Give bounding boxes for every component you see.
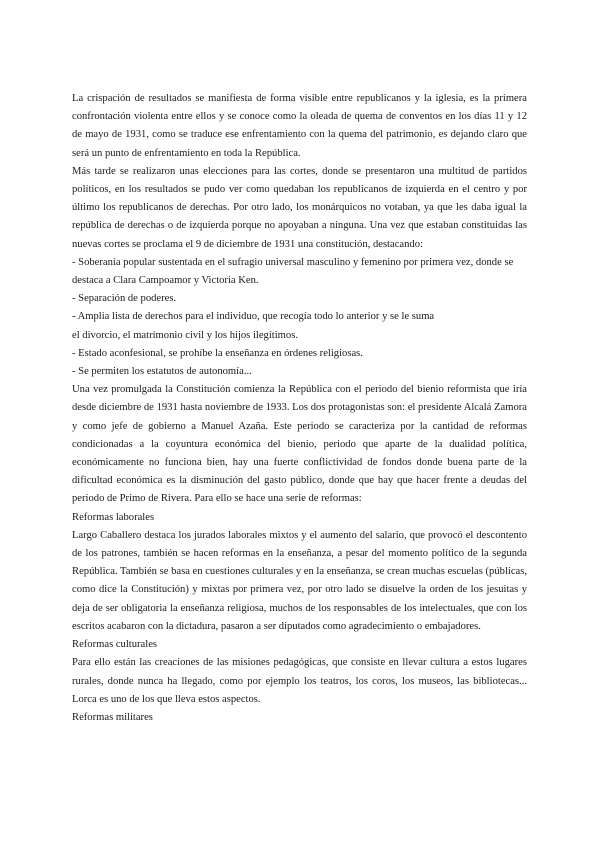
- list-item-rights-continued: el divorcio, el matrimonio civil y los hijos ilegítimos.: [72, 329, 298, 341]
- list-item-autonomy: - Se permiten los estatutos de autonomía...: [72, 366, 252, 378]
- paragraph-cultural-reforms: Para ello están las creaciones de las misiones pedagógicas, que consiste en llevar cultura a estos lugares rurales, donde nunca ha llegado, como por ejemplo los teatros, los coros, los museos, las bibliotecas... Lorca es uno de los que lleva estos aspectos.: [72, 657, 527, 705]
- paragraph-reformist-biennium: Una vez promulgada la Constitución comienza la República con el periodo del bienio reformista que iría desde diciembre de 1931 hasta noviembre de 1933. Los dos protagonistas son: el presidente Alcalá Zamora y como jefe de gobierno a Manuel Azaña. Este periodo se caracteriza por la cantidad de reformas condicionadas a la coyuntura económica del bienio, periodo que aparte de la dualidad política, económicamente no funciona bien, hay una fuerte conflictividad de fondos donde buena parte de la dificultad económica es la disminución del gasto público, donde que hay que hacer frente a deudas del periodo de Primo de Rivera. Para ello se hace una serie de reformas:: [72, 384, 527, 505]
- list-item-sovereignty: - Soberanía popular sustentada en el sufragio universal masculino y femenino por primera vez, donde se destaca a Clara Campoamor y Victoria Ken.: [72, 256, 514, 287]
- paragraph-labor-reforms: Largo Caballero destaca los jurados laborales mixtos y el aumento del salario, que provocó el descontento de los patrones, también se hacen reformas en la enseñanza, a pesar del momento político de la segunda República. También se basa en cuestiones culturales y en la enseñanza, se crean muchas escuelas (públicas, como dice la Constitución) y mixtas por primera vez, por otro lado se disuelve la orden de los jesuitas y deja de ser obligatoria la enseñanza religiosa, muchos de los responsables de los intelectuales, que con los escritos acabaron con la dictadura, pasaron a ser diputados como agradecimiento o embajadores.: [72, 529, 528, 632]
- list-item-aconfessional: - Estado aconfesional, se prohíbe la enseñanza en órdenes religiosas.: [72, 347, 363, 359]
- paragraph-church-conflict: La crispación de resultados se manifiesta de forma visible entre republicanos y la iglesia, es la primera confrontación violenta entre ellos y se conoce como la oleada de quema de conventos en los días 11 y 12 de mayo de 1931, como se traduce ese enfrentamiento con la quema del patrimonio, es dejando claro que será un punto de enfrentamiento en toda la República.: [72, 93, 527, 159]
- heading-military-reforms: Reformas militares: [72, 711, 153, 723]
- heading-cultural-reforms: Reformas culturales: [72, 639, 158, 651]
- list-item-separation: - Separación de poderes.: [72, 293, 177, 305]
- paragraph-elections: Más tarde se realizaron unas elecciones para las cortes, donde se presentaron una multitud de partidos políticos, en los resultados se pudo ver como quedaban los republicanos de izquierda en el centro y por último los republicanos de derechas. Por otro lado, los monárquicos no votaban, ya que les daba igual la república de derechas o de izquierda porque no apoyaban a ninguna. Una vez que estaban constituidas las nuevas cortes se proclama el 9 de diciembre de 1931 una constitución, destacando:: [72, 165, 527, 250]
- document-body: [72, 90, 527, 727]
- heading-labor-reforms: Reformas laborales: [72, 511, 155, 523]
- list-item-rights: - Amplia lista de derechos para el individuo, que recogía todo lo anterior y se le suma: [72, 311, 435, 323]
